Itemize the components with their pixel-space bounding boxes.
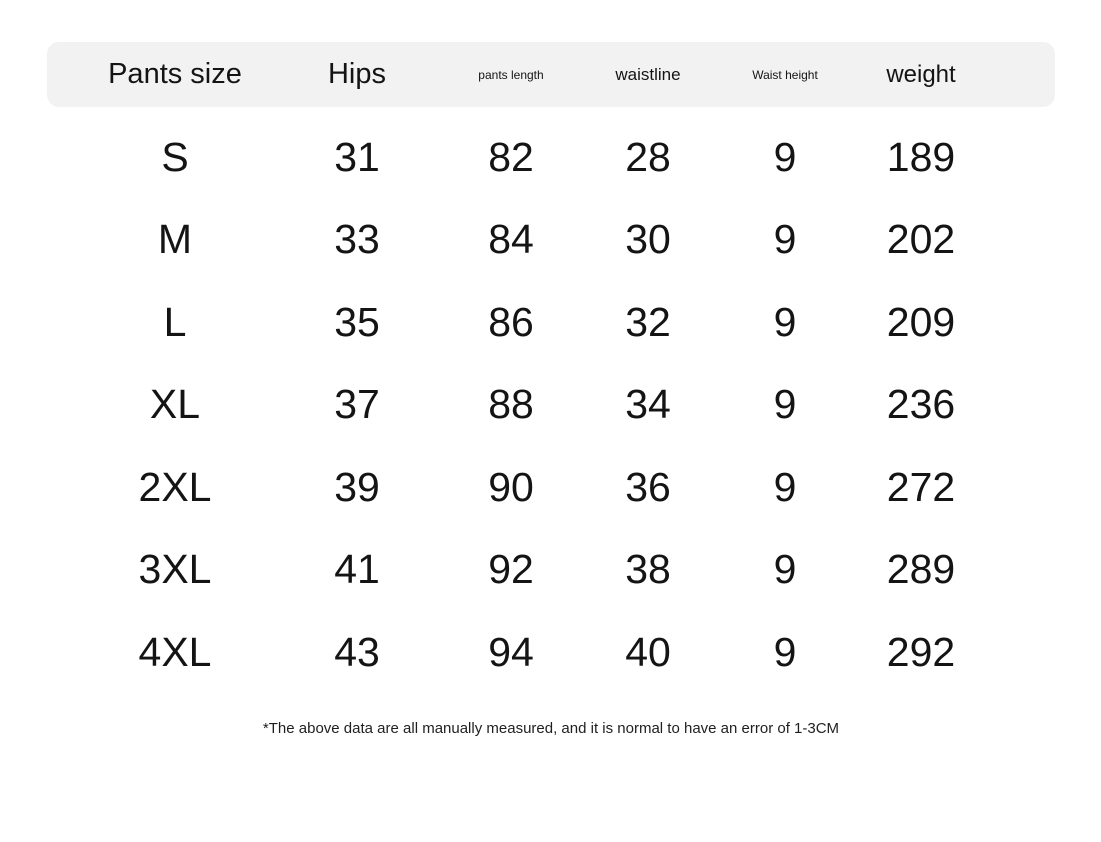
table-row bbox=[47, 446, 1055, 529]
pants-length-cell: 94 bbox=[488, 628, 534, 675]
weight-cell: 292 bbox=[886, 628, 956, 675]
column-header-waistline: waistline bbox=[615, 65, 681, 84]
pants-length-cell: 92 bbox=[488, 546, 534, 593]
waist-height-cell: 9 bbox=[773, 133, 797, 180]
measurement-disclaimer: *The above data are all manually measured, and it is normal to have an error of 1-3CM bbox=[262, 719, 840, 737]
pants-length-cell: 86 bbox=[488, 298, 534, 345]
table-row bbox=[47, 199, 1055, 282]
waist-height-cell: 9 bbox=[773, 381, 797, 428]
column-header-waist-height: Waist height bbox=[752, 67, 818, 82]
size-chart-body bbox=[47, 116, 1055, 694]
table-row bbox=[47, 529, 1055, 612]
hips-cell: 33 bbox=[334, 216, 380, 263]
waistline-cell: 28 bbox=[625, 133, 671, 180]
hips-cell: 43 bbox=[334, 628, 380, 675]
waistline-cell: 30 bbox=[625, 216, 671, 263]
pants-length-cell: 84 bbox=[488, 216, 534, 263]
waistline-cell: 36 bbox=[625, 463, 671, 510]
weight-cell: 189 bbox=[886, 133, 956, 180]
size-cell: 4XL bbox=[138, 628, 212, 675]
table-row bbox=[47, 364, 1055, 447]
pants-length-cell: 88 bbox=[488, 381, 534, 428]
waistline-cell: 32 bbox=[625, 298, 671, 345]
waist-height-cell: 9 bbox=[773, 628, 797, 675]
weight-cell: 289 bbox=[886, 546, 956, 593]
table-row bbox=[47, 611, 1055, 694]
size-chart-header-row bbox=[47, 42, 1055, 107]
waistline-cell: 34 bbox=[625, 381, 671, 428]
weight-cell: 236 bbox=[886, 381, 956, 428]
size-cell: XL bbox=[149, 381, 201, 428]
table-row bbox=[47, 281, 1055, 364]
size-chart bbox=[47, 42, 1055, 737]
waistline-cell: 40 bbox=[625, 628, 671, 675]
weight-cell: 272 bbox=[886, 463, 956, 510]
waist-height-cell: 9 bbox=[773, 463, 797, 510]
column-header-pants-size: Pants size bbox=[108, 58, 242, 90]
size-cell: S bbox=[161, 133, 189, 180]
hips-cell: 39 bbox=[334, 463, 380, 510]
size-cell: 2XL bbox=[138, 463, 212, 510]
hips-cell: 35 bbox=[334, 298, 380, 345]
column-header-pants-length: pants length bbox=[478, 67, 544, 82]
column-header-hips: Hips bbox=[327, 58, 386, 90]
weight-cell: 202 bbox=[886, 216, 956, 263]
size-cell: 3XL bbox=[138, 546, 212, 593]
hips-cell: 31 bbox=[334, 133, 380, 180]
waist-height-cell: 9 bbox=[773, 546, 797, 593]
waist-height-cell: 9 bbox=[773, 216, 797, 263]
size-cell: M bbox=[157, 216, 193, 263]
hips-cell: 37 bbox=[334, 381, 380, 428]
waist-height-cell: 9 bbox=[773, 298, 797, 345]
column-header-weight: weight bbox=[886, 60, 956, 88]
hips-cell: 41 bbox=[334, 546, 380, 593]
pants-length-cell: 90 bbox=[488, 463, 534, 510]
size-cell: L bbox=[163, 298, 187, 345]
waistline-cell: 38 bbox=[625, 546, 671, 593]
table-row bbox=[47, 116, 1055, 199]
weight-cell: 209 bbox=[886, 298, 956, 345]
pants-length-cell: 82 bbox=[488, 133, 534, 180]
